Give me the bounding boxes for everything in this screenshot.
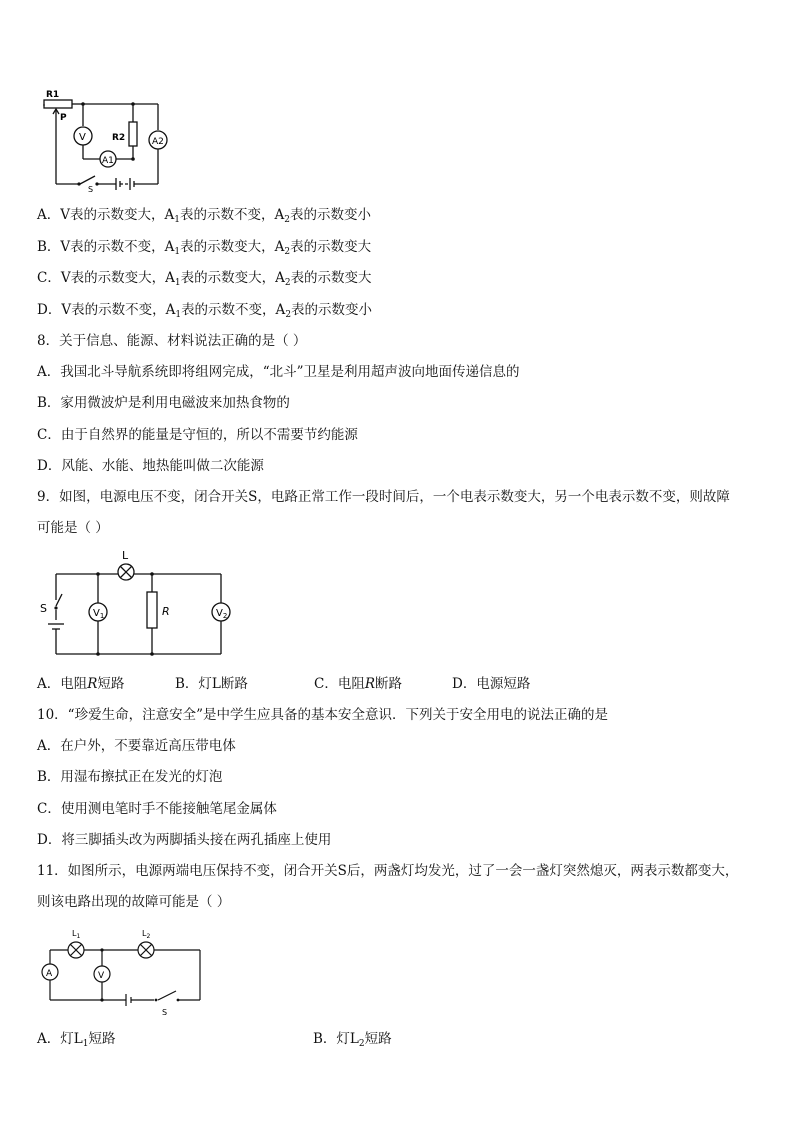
q7-label-v: V	[79, 132, 86, 143]
q10-option-b[interactable]: B．用湿布擦拭正在发光的灯泡	[37, 769, 223, 785]
q9-option-b[interactable]: B．灯L断路	[175, 676, 248, 692]
q9-option-a[interactable]: A．电阻R短路	[37, 676, 125, 692]
q9-label-s: S	[40, 602, 47, 615]
q8-option-d[interactable]: D．风能、水能、地热能叫做二次能源	[37, 458, 264, 474]
q7-label-p: P	[60, 113, 67, 123]
q9-circuit-figure	[36, 548, 236, 663]
q9-label-v1: V	[93, 608, 100, 619]
q11-label-l1: L	[72, 929, 77, 938]
svg-text:L2	[142, 929, 150, 940]
q11-circuit-figure	[36, 924, 211, 1019]
q11-label-l2-sub: 2	[146, 933, 151, 940]
q8-option-c[interactable]: C．由于自然界的能量是守恒的，所以不需要节约能源	[37, 427, 358, 443]
q10-option-a[interactable]: A．在户外，不要靠近高压带电体	[37, 738, 236, 754]
q11-option-a[interactable]: A．灯$L_1$短路	[37, 1031, 116, 1049]
q9-label-v2-sub: 2	[222, 612, 228, 620]
q7-option-d[interactable]: D．V表的示数不变，$A_1$表的示数不变，$A_2$表的示数变小	[37, 302, 373, 320]
q7-option-b[interactable]: B．V表的示数不变，$A_1$表的示数变大，$A_2$表的示数变大	[37, 239, 372, 257]
q8-stem: 8．关于信息、能源、材料说法正确的是（ ）	[37, 333, 307, 349]
q9-label-l: L	[122, 549, 129, 562]
q10-option-c[interactable]: C．使用测电笔时手不能接触笔尾金属体	[37, 801, 277, 817]
q7-label-a2: A2	[152, 137, 164, 147]
q11-label-l2: L	[142, 929, 147, 938]
q8-option-a[interactable]: A．我国北斗导航系统即将组网完成，“北斗”卫星是利用超声波向地面传递信息的	[37, 364, 520, 380]
q7-label-r2: R2	[112, 133, 126, 143]
q9-stem-line1: 9．如图，电源电压不变，闭合开关S，电路正常工作一段时间后，一个电表示数变大，另一个电表示数不变，则故障	[37, 489, 730, 505]
q11-label-l1-sub: 1	[76, 933, 81, 940]
q9-option-d[interactable]: D．电源短路	[452, 676, 531, 692]
q11-stem-line1: 11．如图所示，电源两端电压保持不变，闭合开关S后，两盏灯均发光，过了一会一盏灯突然熄灭，两表示数都变大，	[37, 863, 739, 879]
q11-label-v: V	[98, 971, 105, 981]
q9-option-c[interactable]: C．电阻R断路	[314, 676, 403, 692]
q9-label-v1-sub: 1	[99, 612, 105, 620]
q9-label-r: R	[162, 605, 170, 618]
q7-label-a1: A1	[102, 156, 114, 166]
q11-option-b[interactable]: B．灯$L_2$短路	[313, 1031, 392, 1049]
q9-stem-line2: 可能是（ ）	[37, 520, 109, 536]
q7-option-c[interactable]: C．V表的示数变大，$A_1$表的示数变大，$A_2$表的示数变大	[37, 270, 372, 288]
q11-label-s: S	[162, 1008, 168, 1017]
svg-text:V2	[216, 608, 227, 620]
q10-stem: 10．“珍爱生命，注意安全”是中学生应具备的基本安全意识．下列关于安全用电的说法正确的是	[37, 707, 608, 723]
q10-option-d[interactable]: D．将三脚插头改为两脚插头接在两孔插座上使用	[37, 832, 332, 848]
q8-option-b[interactable]: B．家用微波炉是利用电磁波来加热食物的	[37, 395, 290, 411]
q7-circuit-figure	[38, 84, 168, 194]
svg-text:V1	[93, 608, 104, 620]
q9-label-v2: V	[216, 608, 223, 619]
q7-label-s: S	[88, 185, 94, 194]
svg-text:L1	[72, 929, 80, 940]
q7-option-a[interactable]: A．V表的示数变大，$A_1$表的示数不变，$A_2$表的示数变小	[37, 207, 371, 225]
q11-label-a: A	[46, 969, 53, 979]
q11-stem-line2: 则该电路出现的故障可能是（ ）	[37, 894, 231, 910]
q7-label-r1: R1	[46, 90, 60, 100]
